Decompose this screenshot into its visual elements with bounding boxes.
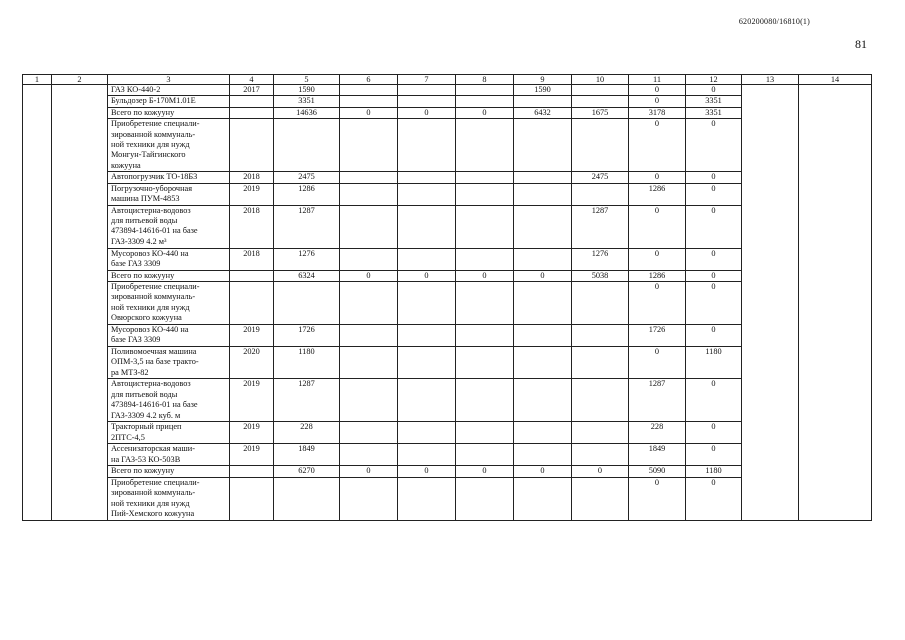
column-header: 10 bbox=[572, 75, 629, 85]
value-cell: 2475 bbox=[274, 172, 340, 183]
value-cell: 0 bbox=[629, 477, 686, 520]
value-cell bbox=[340, 477, 398, 520]
value-cell bbox=[274, 477, 340, 520]
value-cell bbox=[514, 477, 572, 520]
value-cell bbox=[514, 325, 572, 347]
item-name-cell: Автоцистерна-водовоз для питьевой воды 473894-14616-01 на базе ГАЗ-3309 4.2 м³ bbox=[108, 205, 230, 248]
value-cell: 0 bbox=[398, 107, 456, 118]
column-header: 3 bbox=[108, 75, 230, 85]
data-table bbox=[22, 74, 872, 521]
page-number: 81 bbox=[855, 37, 867, 51]
value-cell: 5038 bbox=[572, 270, 629, 281]
value-cell bbox=[340, 119, 398, 172]
item-name-cell: Поливомоечная машина ОПМ-3,5 на базе тракто- ра МТЗ-82 bbox=[108, 347, 230, 379]
value-cell: 2019 bbox=[230, 379, 274, 422]
value-cell bbox=[572, 85, 629, 96]
column-header: 12 bbox=[686, 75, 742, 85]
value-cell: 1180 bbox=[686, 466, 742, 477]
value-cell: 0 bbox=[686, 477, 742, 520]
value-cell bbox=[514, 282, 572, 325]
value-cell bbox=[398, 477, 456, 520]
empty-col-14 bbox=[799, 85, 872, 521]
value-cell bbox=[514, 172, 572, 183]
value-cell bbox=[514, 205, 572, 248]
column-number-row bbox=[23, 75, 872, 85]
value-cell bbox=[340, 347, 398, 379]
value-cell: 0 bbox=[456, 270, 514, 281]
value-cell: 0 bbox=[629, 248, 686, 270]
value-cell bbox=[572, 183, 629, 205]
value-cell: 6432 bbox=[514, 107, 572, 118]
value-cell: 0 bbox=[686, 205, 742, 248]
value-cell bbox=[456, 119, 514, 172]
column-header: 7 bbox=[398, 75, 456, 85]
value-cell bbox=[572, 325, 629, 347]
value-cell: 0 bbox=[629, 172, 686, 183]
value-cell: 3351 bbox=[686, 96, 742, 107]
value-cell bbox=[340, 325, 398, 347]
value-cell bbox=[230, 477, 274, 520]
value-cell: 0 bbox=[686, 282, 742, 325]
value-cell bbox=[340, 444, 398, 466]
value-cell bbox=[340, 422, 398, 444]
value-cell bbox=[514, 422, 572, 444]
value-cell bbox=[514, 119, 572, 172]
value-cell: 0 bbox=[629, 347, 686, 379]
item-name-cell: Ассенизаторская маши- на ГАЗ-53 КО-503В bbox=[108, 444, 230, 466]
value-cell: 3351 bbox=[686, 107, 742, 118]
value-cell: 14636 bbox=[274, 107, 340, 118]
value-cell bbox=[230, 282, 274, 325]
value-cell: 0 bbox=[629, 85, 686, 96]
column-header: 5 bbox=[274, 75, 340, 85]
value-cell: 1590 bbox=[514, 85, 572, 96]
item-name-cell: Погрузочно-уборочная машина ПУМ-4853 bbox=[108, 183, 230, 205]
value-cell: 0 bbox=[686, 183, 742, 205]
value-cell bbox=[456, 205, 514, 248]
empty-col-1 bbox=[23, 85, 52, 521]
item-name-cell: Автопогрузчик ТО-18Б3 bbox=[108, 172, 230, 183]
value-cell: 0 bbox=[629, 96, 686, 107]
table-row bbox=[23, 85, 872, 96]
value-cell bbox=[398, 205, 456, 248]
value-cell: 0 bbox=[686, 270, 742, 281]
value-cell bbox=[340, 379, 398, 422]
item-name-cell: Мусоровоз КО-440 на базе ГАЗ 3309 bbox=[108, 248, 230, 270]
item-name-cell: Всего по кожууну bbox=[108, 466, 230, 477]
value-cell bbox=[572, 282, 629, 325]
value-cell bbox=[514, 96, 572, 107]
column-header: 9 bbox=[514, 75, 572, 85]
value-cell bbox=[340, 183, 398, 205]
value-cell bbox=[514, 379, 572, 422]
document-id: 620200080/16810(1) bbox=[738, 17, 810, 26]
value-cell: 2019 bbox=[230, 325, 274, 347]
column-header: 2 bbox=[52, 75, 108, 85]
item-name-cell: Приобретение специали- зированной коммуналь- ной техники для нужд Монгун-Тайгинского кожууна bbox=[108, 119, 230, 172]
value-cell: 0 bbox=[686, 325, 742, 347]
value-cell bbox=[274, 282, 340, 325]
value-cell: 6324 bbox=[274, 270, 340, 281]
value-cell bbox=[340, 205, 398, 248]
column-header: 14 bbox=[799, 75, 872, 85]
value-cell: 1276 bbox=[274, 248, 340, 270]
value-cell: 0 bbox=[686, 85, 742, 96]
value-cell: 0 bbox=[398, 466, 456, 477]
value-cell: 228 bbox=[629, 422, 686, 444]
value-cell: 1286 bbox=[274, 183, 340, 205]
value-cell: 1726 bbox=[629, 325, 686, 347]
empty-col-2 bbox=[52, 85, 108, 521]
value-cell: 2017 bbox=[230, 85, 274, 96]
value-cell bbox=[230, 119, 274, 172]
value-cell: 0 bbox=[686, 172, 742, 183]
value-cell: 0 bbox=[456, 466, 514, 477]
value-cell: 0 bbox=[686, 444, 742, 466]
value-cell bbox=[230, 270, 274, 281]
value-cell bbox=[398, 248, 456, 270]
value-cell bbox=[398, 379, 456, 422]
empty-col-13 bbox=[742, 85, 799, 521]
value-cell: 1287 bbox=[274, 379, 340, 422]
value-cell: 1849 bbox=[274, 444, 340, 466]
value-cell bbox=[456, 379, 514, 422]
value-cell bbox=[572, 422, 629, 444]
value-cell bbox=[398, 444, 456, 466]
value-cell: 1726 bbox=[274, 325, 340, 347]
item-name-cell: Приобретение специали- зированной коммуналь- ной техники для нужд Овюрского кожууна bbox=[108, 282, 230, 325]
value-cell: 1287 bbox=[572, 205, 629, 248]
value-cell bbox=[572, 379, 629, 422]
value-cell: 5090 bbox=[629, 466, 686, 477]
value-cell: 2019 bbox=[230, 444, 274, 466]
value-cell bbox=[274, 119, 340, 172]
value-cell bbox=[398, 325, 456, 347]
value-cell bbox=[456, 282, 514, 325]
value-cell: 1287 bbox=[629, 379, 686, 422]
value-cell bbox=[514, 444, 572, 466]
value-cell bbox=[398, 183, 456, 205]
value-cell: 0 bbox=[629, 119, 686, 172]
value-cell: 2018 bbox=[230, 172, 274, 183]
value-cell: 0 bbox=[514, 270, 572, 281]
item-name-cell: ГАЗ КО-440-2 bbox=[108, 85, 230, 96]
value-cell bbox=[456, 85, 514, 96]
column-header: 4 bbox=[230, 75, 274, 85]
value-cell bbox=[398, 85, 456, 96]
value-cell bbox=[456, 325, 514, 347]
value-cell: 0 bbox=[398, 270, 456, 281]
value-cell bbox=[340, 172, 398, 183]
value-cell: 0 bbox=[686, 379, 742, 422]
item-name-cell: Тракторный прицеп 2ПТС-4,5 bbox=[108, 422, 230, 444]
column-header: 13 bbox=[742, 75, 799, 85]
value-cell: 0 bbox=[686, 248, 742, 270]
value-cell bbox=[572, 119, 629, 172]
table-body bbox=[23, 75, 872, 521]
item-name-cell: Приобретение специали- зированной коммуналь- ной техники для нужд Пий-Хемского кожууна bbox=[108, 477, 230, 520]
value-cell: 3178 bbox=[629, 107, 686, 118]
value-cell: 1286 bbox=[629, 183, 686, 205]
value-cell bbox=[572, 96, 629, 107]
value-cell: 2018 bbox=[230, 248, 274, 270]
value-cell bbox=[456, 172, 514, 183]
value-cell: 1286 bbox=[629, 270, 686, 281]
item-name-cell: Бульдозер Б-170М1.01Е bbox=[108, 96, 230, 107]
item-name-cell: Автоцистерна-водовоз для питьевой воды 473894-14616-01 на базе ГАЗ-3309 4.2 куб. м bbox=[108, 379, 230, 422]
value-cell: 0 bbox=[686, 119, 742, 172]
value-cell bbox=[514, 183, 572, 205]
value-cell bbox=[514, 347, 572, 379]
value-cell: 0 bbox=[629, 282, 686, 325]
value-cell: 0 bbox=[456, 107, 514, 118]
value-cell bbox=[514, 248, 572, 270]
value-cell: 1276 bbox=[572, 248, 629, 270]
value-cell bbox=[230, 96, 274, 107]
value-cell bbox=[456, 347, 514, 379]
column-header: 11 bbox=[629, 75, 686, 85]
value-cell bbox=[572, 477, 629, 520]
value-cell bbox=[398, 282, 456, 325]
value-cell bbox=[456, 96, 514, 107]
column-header: 1 bbox=[23, 75, 52, 85]
value-cell bbox=[398, 119, 456, 172]
item-name-cell: Мусоровоз КО-440 на базе ГАЗ 3309 bbox=[108, 325, 230, 347]
value-cell: 0 bbox=[629, 205, 686, 248]
value-cell: 1180 bbox=[686, 347, 742, 379]
value-cell: 3351 bbox=[274, 96, 340, 107]
value-cell: 0 bbox=[686, 422, 742, 444]
value-cell: 0 bbox=[340, 270, 398, 281]
value-cell: 2020 bbox=[230, 347, 274, 379]
column-header: 8 bbox=[456, 75, 514, 85]
value-cell: 0 bbox=[514, 466, 572, 477]
item-name-cell: Всего по кожууну bbox=[108, 107, 230, 118]
value-cell bbox=[398, 172, 456, 183]
value-cell: 1590 bbox=[274, 85, 340, 96]
value-cell: 2019 bbox=[230, 183, 274, 205]
value-cell bbox=[456, 444, 514, 466]
value-cell bbox=[340, 85, 398, 96]
value-cell bbox=[340, 248, 398, 270]
value-cell bbox=[456, 422, 514, 444]
value-cell: 6270 bbox=[274, 466, 340, 477]
value-cell bbox=[340, 96, 398, 107]
value-cell bbox=[340, 282, 398, 325]
value-cell bbox=[398, 347, 456, 379]
value-cell: 0 bbox=[340, 466, 398, 477]
value-cell: 1287 bbox=[274, 205, 340, 248]
column-header: 6 bbox=[340, 75, 398, 85]
value-cell bbox=[456, 183, 514, 205]
value-cell: 1180 bbox=[274, 347, 340, 379]
value-cell bbox=[230, 107, 274, 118]
value-cell: 2475 bbox=[572, 172, 629, 183]
value-cell bbox=[230, 466, 274, 477]
value-cell: 2018 bbox=[230, 205, 274, 248]
value-cell: 0 bbox=[340, 107, 398, 118]
value-cell bbox=[398, 96, 456, 107]
value-cell: 1849 bbox=[629, 444, 686, 466]
value-cell bbox=[572, 347, 629, 379]
value-cell bbox=[456, 248, 514, 270]
value-cell: 228 bbox=[274, 422, 340, 444]
value-cell bbox=[398, 422, 456, 444]
value-cell: 2019 bbox=[230, 422, 274, 444]
value-cell bbox=[572, 444, 629, 466]
value-cell: 1675 bbox=[572, 107, 629, 118]
item-name-cell: Всего по кожууну bbox=[108, 270, 230, 281]
value-cell: 0 bbox=[572, 466, 629, 477]
value-cell bbox=[456, 477, 514, 520]
